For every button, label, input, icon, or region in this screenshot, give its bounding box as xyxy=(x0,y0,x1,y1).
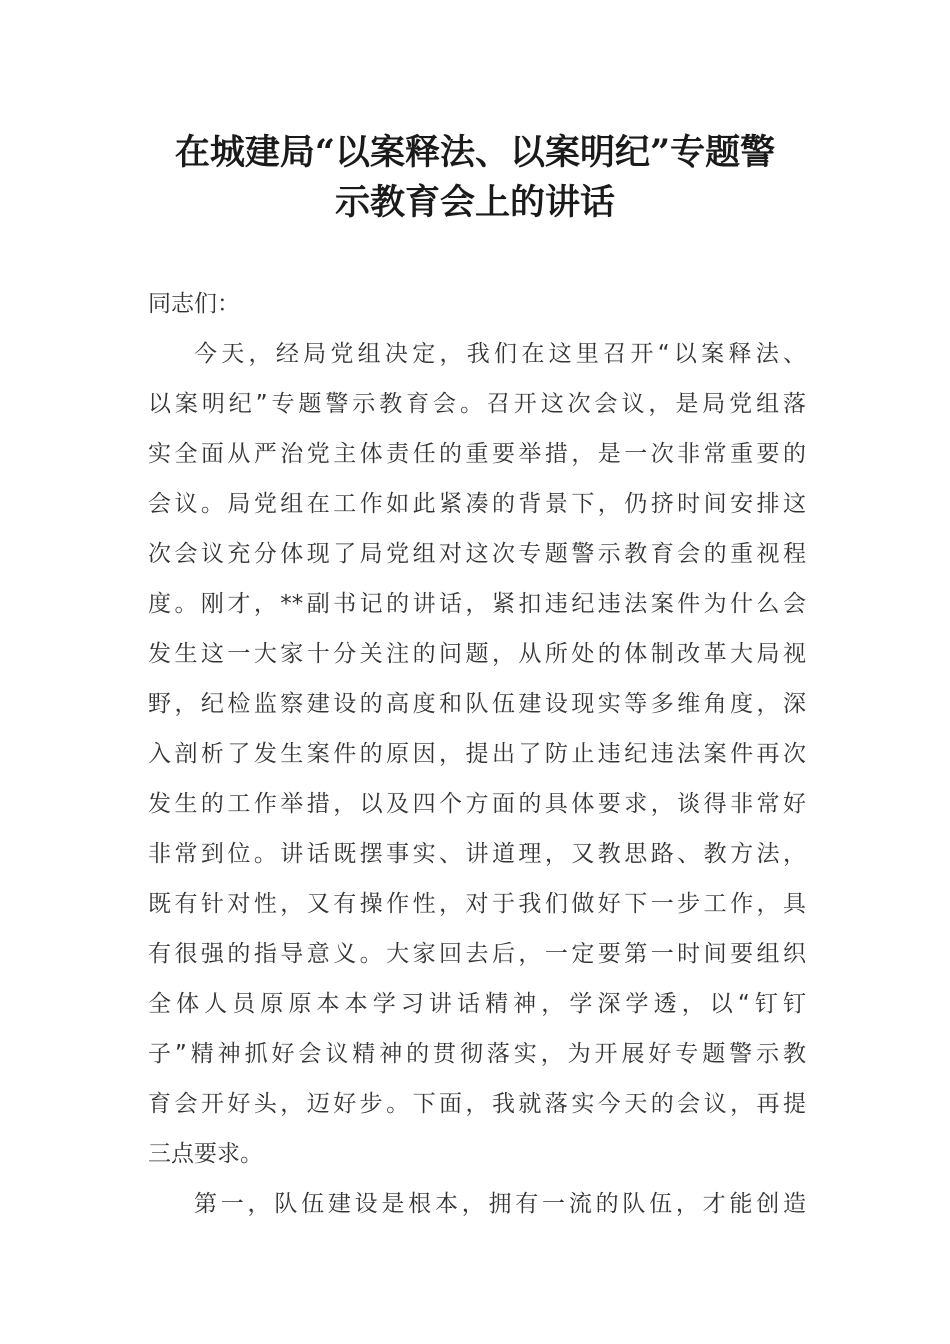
title-line-2: 示教育会上的讲话 xyxy=(334,182,615,223)
paragraph-line: 全体人员原原本本学习讲话精神，学深学透，以“钉钉 xyxy=(148,991,806,1017)
paragraph-line: 非常到位。讲话既摆事实、讲道理，又教思路、教方法， xyxy=(148,841,806,867)
salutation: 同志们： xyxy=(148,291,240,317)
title-line-1: 在城建局“以案释法、以案明纪”专题警 xyxy=(174,132,776,173)
paragraph-line: 发生这一大家十分关注的问题，从所处的体制改革大局视 xyxy=(148,641,806,667)
paragraph-line: 发生的工作举措，以及四个方面的具体要求，谈得非常好 xyxy=(148,791,806,817)
paragraph-line: 会议。局党组在工作如此紧凑的背景下，仍挤时间安排这 xyxy=(148,491,806,517)
paragraph-line: 三点要求。 xyxy=(148,1141,263,1167)
paragraph-line: 野，纪检监察建设的高度和队伍建设现实等多维角度，深 xyxy=(148,691,806,717)
paragraph-line: 以案明纪”专题警示教育会。召开这次会议，是局党组落 xyxy=(148,391,806,417)
paragraph-line: 入剖析了发生案件的原因，提出了防止违纪违法案件再次 xyxy=(148,741,806,767)
paragraph-line: 今天，经局党组决定，我们在这里召开“以案释法、 xyxy=(194,341,806,367)
paragraph-2 xyxy=(148,1179,806,1229)
paragraph-line: 育会开好头，迈好步。下面，我就落实今天的会议，再提 xyxy=(148,1091,806,1117)
paragraph-line: 子”精神抓好会议精神的贯彻落实，为开展好专题警示教 xyxy=(148,1041,806,1067)
paragraph-1 xyxy=(148,329,806,1179)
paragraph-line: 实全面从严治党主体责任的重要举措，是一次非常重要的 xyxy=(148,441,806,467)
document-body xyxy=(148,279,806,1229)
paragraph-line: 既有针对性，又有操作性，对于我们做好下一步工作，具 xyxy=(148,891,806,917)
paragraph-line: 第一，队伍建设是根本，拥有一流的队伍，才能创造 xyxy=(194,1191,806,1217)
document-title xyxy=(140,128,810,228)
paragraph-line: 有很强的指导意义。大家回去后，一定要第一时间要组织 xyxy=(148,941,806,967)
paragraph-line: 度。刚才，**副书记的讲话，紧扣违纪违法案件为什么会 xyxy=(148,591,806,617)
paragraph-line: 次会议充分体现了局党组对这次专题警示教育会的重视程 xyxy=(148,541,806,567)
